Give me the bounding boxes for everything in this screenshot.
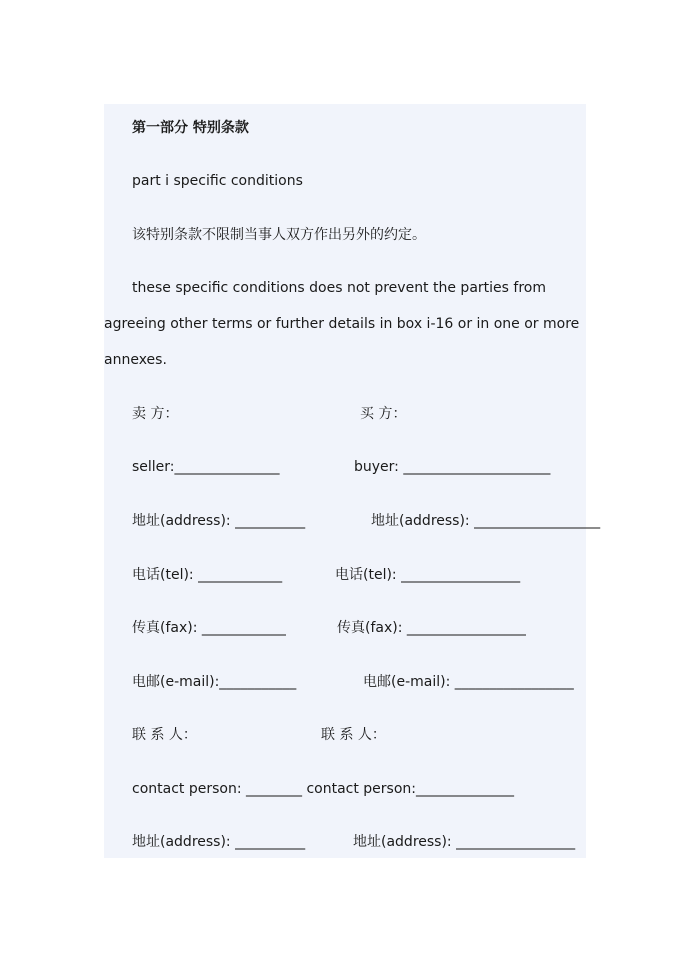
buyer-fax-field: 传真(fax): _________________ [337, 620, 526, 636]
seller-label-cn: 卖 方： [132, 406, 179, 422]
seller-address-field: 地址(address): __________ [132, 513, 306, 529]
seller-address2-field: 地址(address): __________ [132, 834, 306, 850]
document-page [104, 104, 586, 858]
intro-english-line-1: these specific conditions does not prevent the parties from [132, 280, 546, 296]
seller-field: seller:_______________ [132, 459, 280, 475]
seller-tel-field: 电话(tel): ____________ [132, 567, 283, 583]
buyer-address-field: 地址(address): __________________ [371, 513, 601, 529]
buyer-label-cn: 买 方： [360, 406, 407, 422]
buyer-email-field: 电邮(e-mail): _________________ [363, 674, 574, 690]
seller-fax-field: 传真(fax): ____________ [132, 620, 286, 636]
buyer-contact-label-cn: 联 系 人： [321, 727, 386, 743]
section-heading: 第一部分 特别条款 [132, 120, 249, 136]
contact-person-fields: contact person: ________ contact person:______________ [132, 781, 514, 797]
buyer-tel-field: 电话(tel): _________________ [335, 567, 521, 583]
intro-english-line-3: annexes. [104, 352, 167, 368]
buyer-field: buyer: _____________________ [354, 459, 551, 475]
seller-email-field: 电邮(e-mail):___________ [132, 674, 297, 690]
section-subheading: part i specific conditions [132, 173, 303, 189]
buyer-address2-field: 地址(address): _________________ [353, 834, 576, 850]
intro-chinese: 该特别条款不限制当事人双方作出另外的约定。 [132, 227, 426, 243]
seller-contact-label-cn: 联 系 人： [132, 727, 197, 743]
intro-english-line-2: agreeing other terms or further details in box i-16 or in one or more [104, 316, 580, 332]
